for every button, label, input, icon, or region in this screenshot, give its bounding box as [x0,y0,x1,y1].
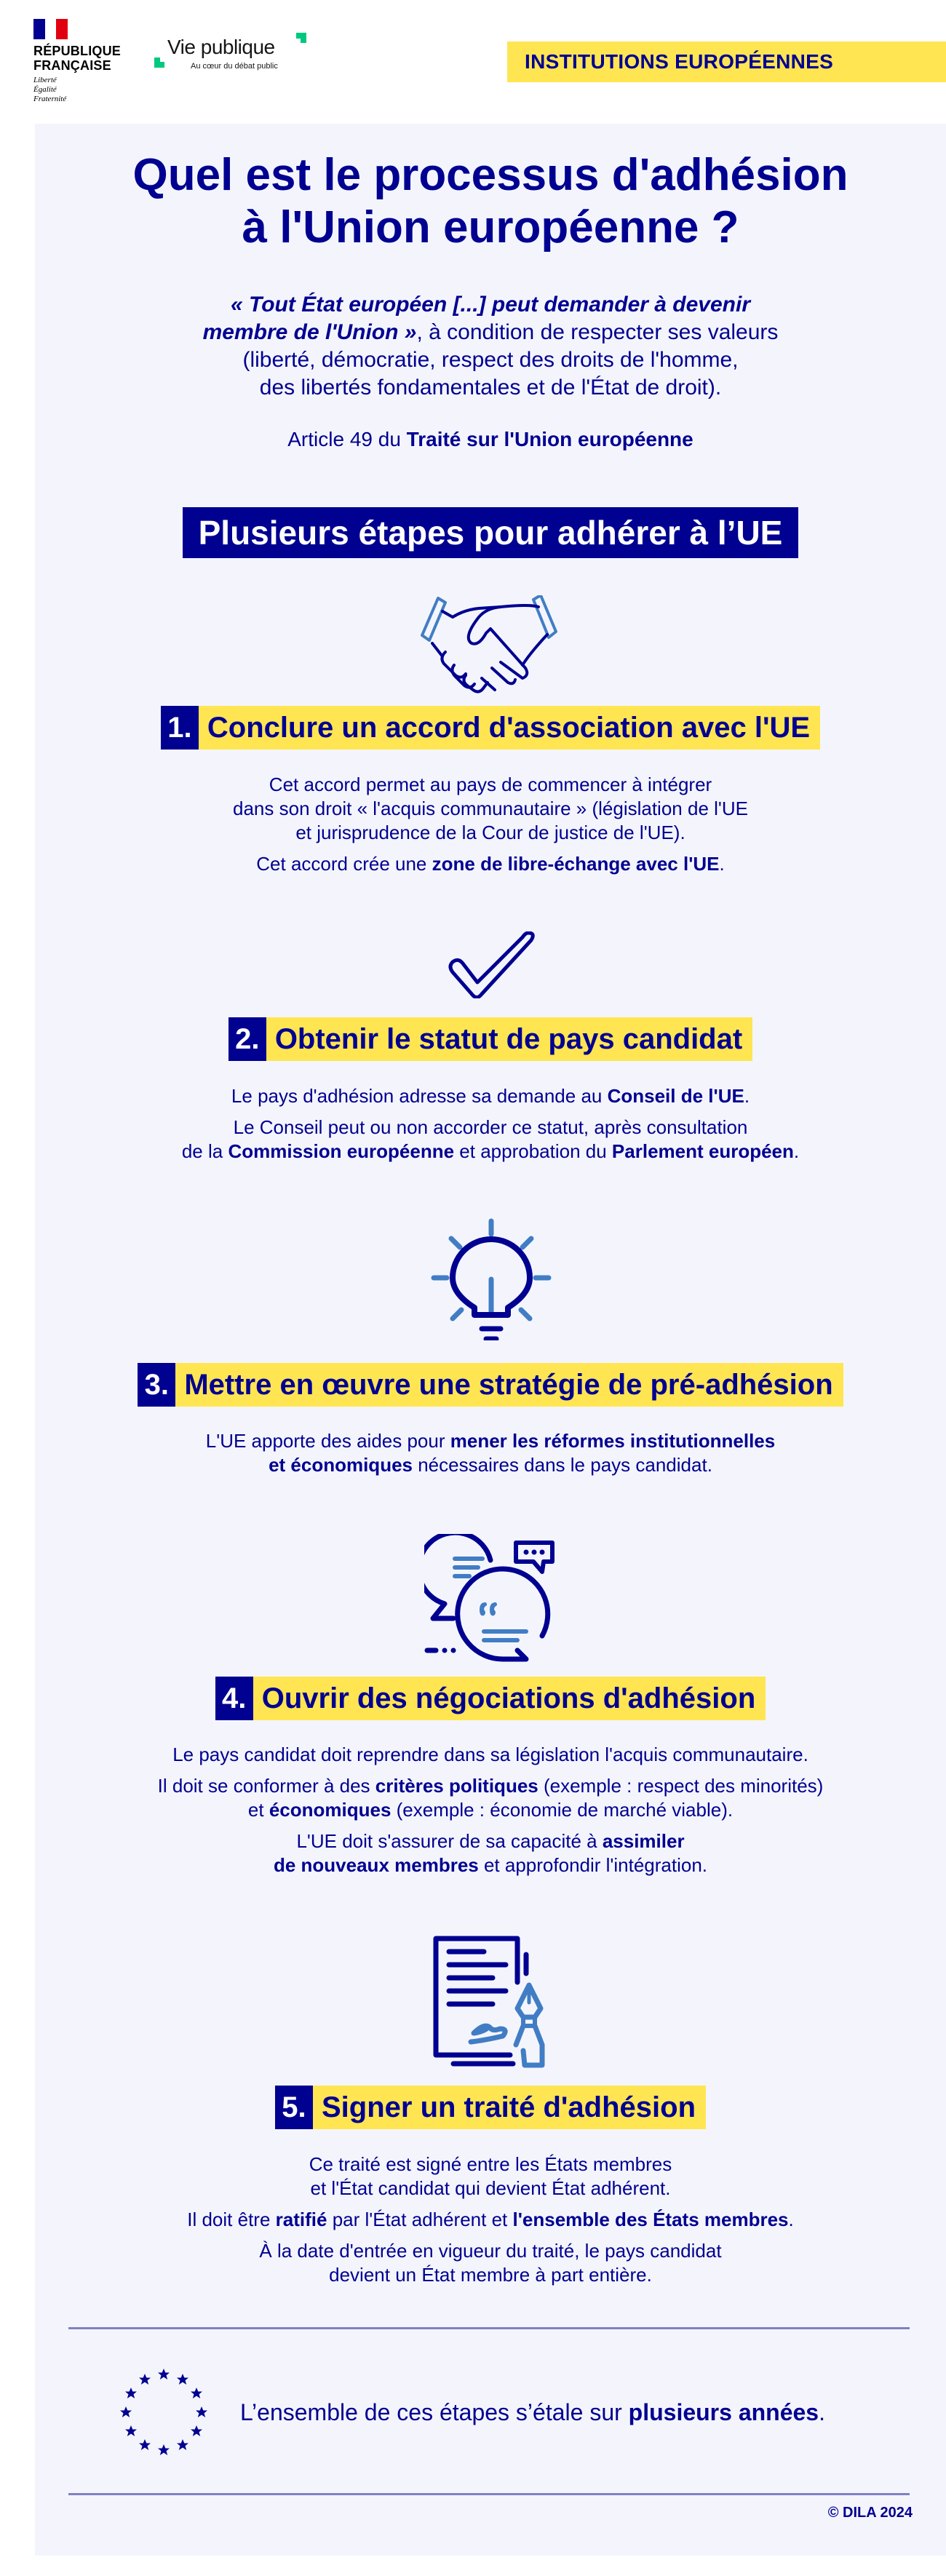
outro [116,2361,825,2463]
step-title: Conclure un accord d'association avec l'UE [199,706,820,750]
step-1-body: Cet accord permet au pays de commencer à intégrer dans son droit « l'acquis communautaire » (législation de l'UE et jurisprudence de la Cour de justice de l'UE). Cet accord crée une zone de libre-échange avec l'UE. [233,774,748,875]
step-title: Obtenir le statut de pays candidat [266,1017,752,1061]
category-tag: INSTITUTIONS EUROPÉENNES [507,41,946,82]
lightbulb-icon [429,1217,553,1340]
intro-paragraph: « Tout État européen [...] peut demander à devenir membre de l'Union », à condition de respecter ses valeurs (liberté, démocratie, respect des droits de l'homme, des libertés fondamentales et de l'État de droit). [202,293,779,399]
handshake-icon [421,595,559,693]
republic-motto: Liberté Égalité Fraternité [33,76,67,103]
header [0,0,946,124]
step-1-heading [35,706,946,750]
step-number: 2. [228,1017,266,1061]
step-number: 1. [161,706,199,750]
brand-title: Vie publique [167,36,275,58]
divider [68,2327,910,2329]
step-2-heading [35,1017,946,1061]
step-4-heading [35,1677,946,1720]
logo-corner-icon [296,33,306,43]
copyright: © DILA 2024 [827,2505,913,2521]
brand-tagline: Au cœur du débat public [191,62,278,71]
republique-francaise-logo [33,19,121,104]
step-title: Mettre en œuvre une stratégie de pré-adhésion [175,1363,843,1407]
step-3-body: L'UE apporte des aides pour mener les réformes institutionnelles et économiques nécessaires dans le pays candidat. [205,1430,776,1476]
section-banner-wrap [35,507,946,558]
step-number: 4. [215,1677,253,1720]
checkmark-icon [447,931,536,998]
logo-corner-icon [154,57,164,68]
divider [68,2493,910,2495]
step-5-heading [35,2086,946,2129]
page-title: Quel est le processus d'adhésion à l'Union européenne ? [132,150,848,253]
step-3-heading [35,1363,946,1407]
outro-text: L’ensemble de ces étapes s’étale sur plusieurs années. [240,2398,825,2425]
section-banner: Plusieurs étapes pour adhérer à l’UE [183,507,799,558]
step-title: Ouvrir des négociations d'adhésion [253,1677,766,1720]
french-flag-icon [33,19,68,39]
republic-name: RÉPUBLIQUE FRANÇAISE [33,44,122,73]
step-2-body: Le pays d'adhésion adresse sa demande au Conseil de l'UE. Le Conseil peut ou non accorder ce statut, après consultation de la Commission européenne et approbation du Parlement européen. [181,1085,800,1162]
step-number: 5. [275,2086,313,2129]
speech-bubbles-icon [424,1534,555,1665]
article-reference: Article 49 du Traité sur l'Union européenne [287,428,693,450]
signed-document-icon [433,1936,549,2068]
step-4-body: Le pays candidat doit reprendre dans sa législation l'acquis communautaire. Il doit se conformer à des critères politiques (exemple : respect des minorités) et économiques (exemple : économie de marché viable). L'UE doit s'assurer de sa capacité à assimiler de nouveaux membres et approfondir l'intégration. [157,1744,824,1876]
step-title: Signer un traité d'adhésion [313,2086,706,2129]
vie-publique-logo[interactable] [154,33,314,76]
step-number: 3. [138,1363,175,1407]
step-5-body: Ce traité est signé entre les États membres et l'État candidat qui devient État adhérent. Il doit être ratifié par l'État adhérent et l'ensemble des États membres. À la date d'entrée en vigueur du traité, le pays candidat devient un État membre à part entière. [187,2153,794,2286]
eu-stars-icon [116,2365,211,2460]
